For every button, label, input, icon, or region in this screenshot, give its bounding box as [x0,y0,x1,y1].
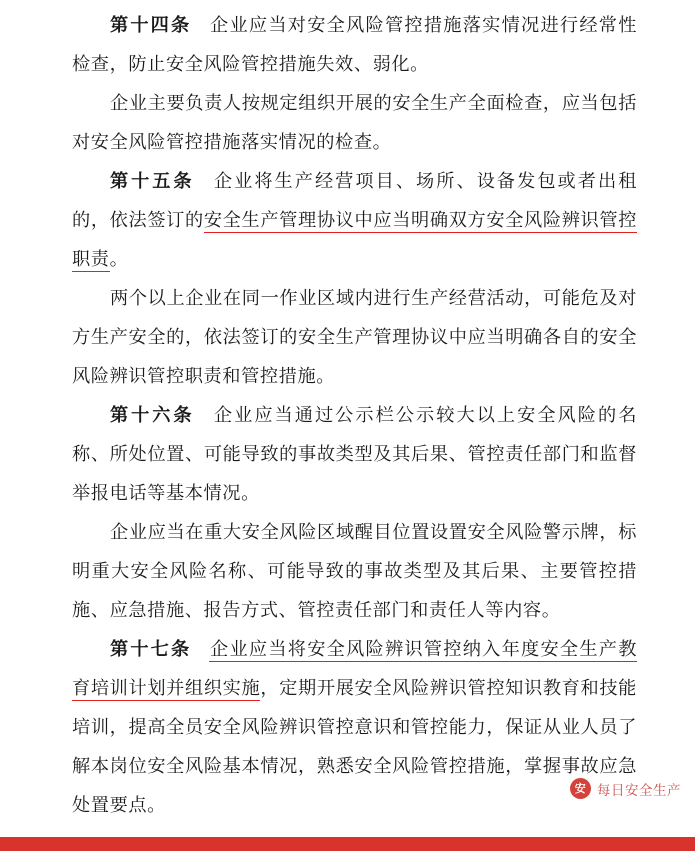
paragraph-article-15-sub [72,279,637,396]
article-number-15: 第十五条 [110,171,195,192]
watermark-logo-icon: 安 [570,778,591,799]
bottom-color-bar [0,837,695,851]
article-14-sub-body: 企业主要负责人按规定组织开展的安全生产全面检查，应当包括对安全风险管控措施落实情况的检查。 [72,93,637,153]
article-number-16: 第十六条 [110,405,195,426]
article-16-sub-body: 企业应当在重大安全风险区域醒目位置设置安全风险警示牌，标明重大安全风险名称、可能导致的事故类型及其后果、主要管控措施、应急措施、报告方式、管控责任部门和责任人等内容。 [72,522,637,621]
article-number-14: 第十四条 [110,15,192,36]
paragraph-article-17 [72,630,637,825]
paragraph-article-14 [72,6,637,84]
article-17-body-after: ，定期开展安全风险辨识管控知识教育和技能培训，提高全员安全风险辨识管控意识和管控能力，保证从业人员了解本岗位安全风险基本情况，熟悉安全风险管控措施，掌握事故应急处置要点。 [72,678,637,816]
article-15-body-after: 。 [109,249,129,270]
watermark [570,778,681,799]
article-16-body: 企业应当通过公示栏公示较大以上安全风险的名称、所处位置、可能导致的事故类型及其后果、管控责任部门和监督举报电话等基本情况。 [72,405,637,504]
paragraph-article-16-sub [72,513,637,630]
article-15-highlight: 安全生产管理协议中应当明确双方安全风险辨识管控职责 [72,210,637,270]
paragraph-article-15 [72,162,637,279]
watermark-label: 每日安全生产 [597,782,681,799]
article-14-body: 企业应当对安全风险管控措施落实情况进行经常性检查，防止安全风险管控措施失效、弱化。 [72,15,637,75]
paragraph-article-14-sub [72,84,637,162]
article-17-highlight: 企业应当将安全风险辨识管控纳入年度安全生产教育培训计划并组织实施 [72,639,637,699]
article-number-17: 第十七条 [110,639,192,660]
article-15-sub-body: 两个以上企业在同一作业区域内进行生产经营活动，可能危及对方生产安全的，依法签订的安全生产管理协议中应当明确各自的安全风险辨识管控职责和管控措施。 [72,288,637,387]
paragraph-article-16 [72,396,637,513]
article-15-body-before: 企业将生产经营项目、场所、设备发包或者出租的，依法签订的 [72,171,637,231]
